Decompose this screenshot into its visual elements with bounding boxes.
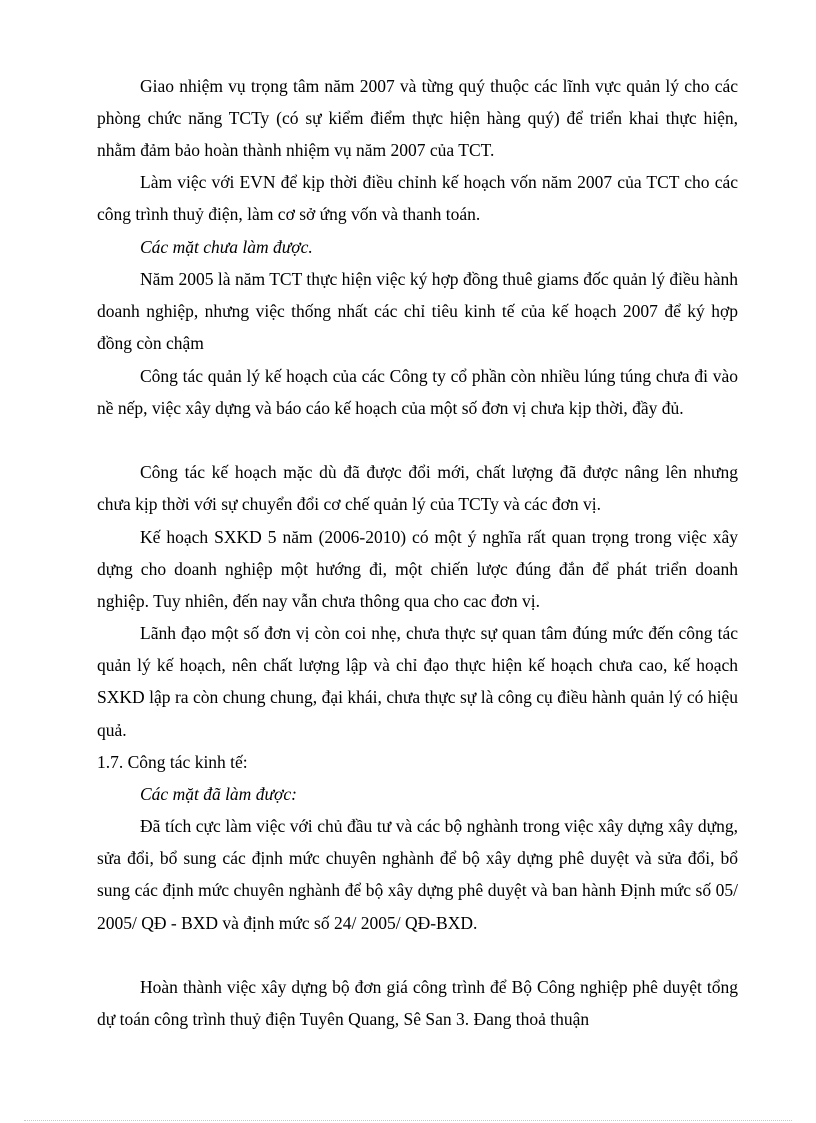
paragraph-five-year-plan: Kế hoạch SXKD 5 năm (2006-2010) có một ý nghĩa rất quan trọng trong việc xây dựng cho doanh nghiệp một hướng đi, một chiến lược đúng đắn để phát triển doanh nghiệp. Tuy nhiên, đến nay vẫn chưa thông qua cho cac đơn vị. bbox=[97, 527, 738, 612]
paragraph-plan-work: Công tác kế hoạch mặc dù đã được đổi mới, chất lượng đã được nâng lên nhưng chưa kịp thời với sự chuyển đổi cơ chế quản lý của TCTy và các đơn vị. bbox=[97, 462, 738, 515]
paragraph-director-contract: Năm 2005 là năm TCT thực hiện việc ký hợp đồng thuê giams đốc quản lý điều hành doanh nghiệp, nhưng việc thống nhất các chỉ tiêu kinh tế của kế hoạch 2007 để ký hợp đồng còn chậm bbox=[97, 269, 738, 354]
paragraph-leadership: Lãnh đạo một số đơn vị còn coi nhẹ, chưa thực sự quan tâm đúng mức đến công tác quản lý kế hoạch, nên chất lượng lập và chỉ đạo thực hiện kế hoạch chưa cao, kế hoạch SXKD lập ra còn chung chung, đại khái, chưa thực sự là công cụ điều hành quản lý có hiệu quả. bbox=[97, 623, 738, 740]
page-bottom-divider bbox=[24, 1120, 792, 1121]
subheading-done: Các mặt đã làm được: bbox=[140, 784, 297, 804]
section-heading-economic-work: 1.7. Công tác kinh tế: bbox=[97, 752, 248, 772]
paragraph-evn-capital: Làm việc với EVN để kịp thời điều chỉnh kế hoạch vốn năm 2007 của TCT cho các công trình thuỷ điện, làm cơ sở ứng vốn và thanh toán. bbox=[97, 172, 738, 225]
paragraph-task-assignment: Giao nhiệm vụ trọng tâm năm 2007 và từng quý thuộc các lĩnh vực quản lý cho các phòng chức năng TCTy (có sự kiểm điểm thực hiện hàng quý) để triển khai thực hiện, nhằm đảm bảo hoàn thành nhiệm vụ năm 2007 của TCT. bbox=[97, 76, 738, 161]
subheading-not-done: Các mặt chưa làm được. bbox=[140, 237, 313, 257]
paragraph-plan-management: Công tác quản lý kế hoạch của các Công ty cổ phần còn nhiều lúng túng chưa đi vào nề nếp, việc xây dựng và báo cáo kế hoạch của một số đơn vị chưa kịp thời, đầy đủ. bbox=[97, 366, 738, 419]
paragraph-unit-price: Hoàn thành việc xây dựng bộ đơn giá công trình để Bộ Công nghiệp phê duyệt tổng dự toán công trình thuỷ điện Tuyên Quang, Sê San 3. Đang thoả thuận bbox=[97, 977, 738, 1030]
paragraph-norms: Đã tích cực làm việc với chủ đầu tư và các bộ nghành trong việc xây dựng xây dựng, sửa đổi, bổ sung các định mức chuyên nghành để bộ xây dựng phê duyệt và sửa đổi, bổ sung các định mức chuyên nghành để bộ xây dựng phê duyệt và ban hành Định mức số 05/ 2005/ QĐ - BXD và định mức số 24/ 2005/ QĐ-BXD. bbox=[97, 816, 738, 933]
